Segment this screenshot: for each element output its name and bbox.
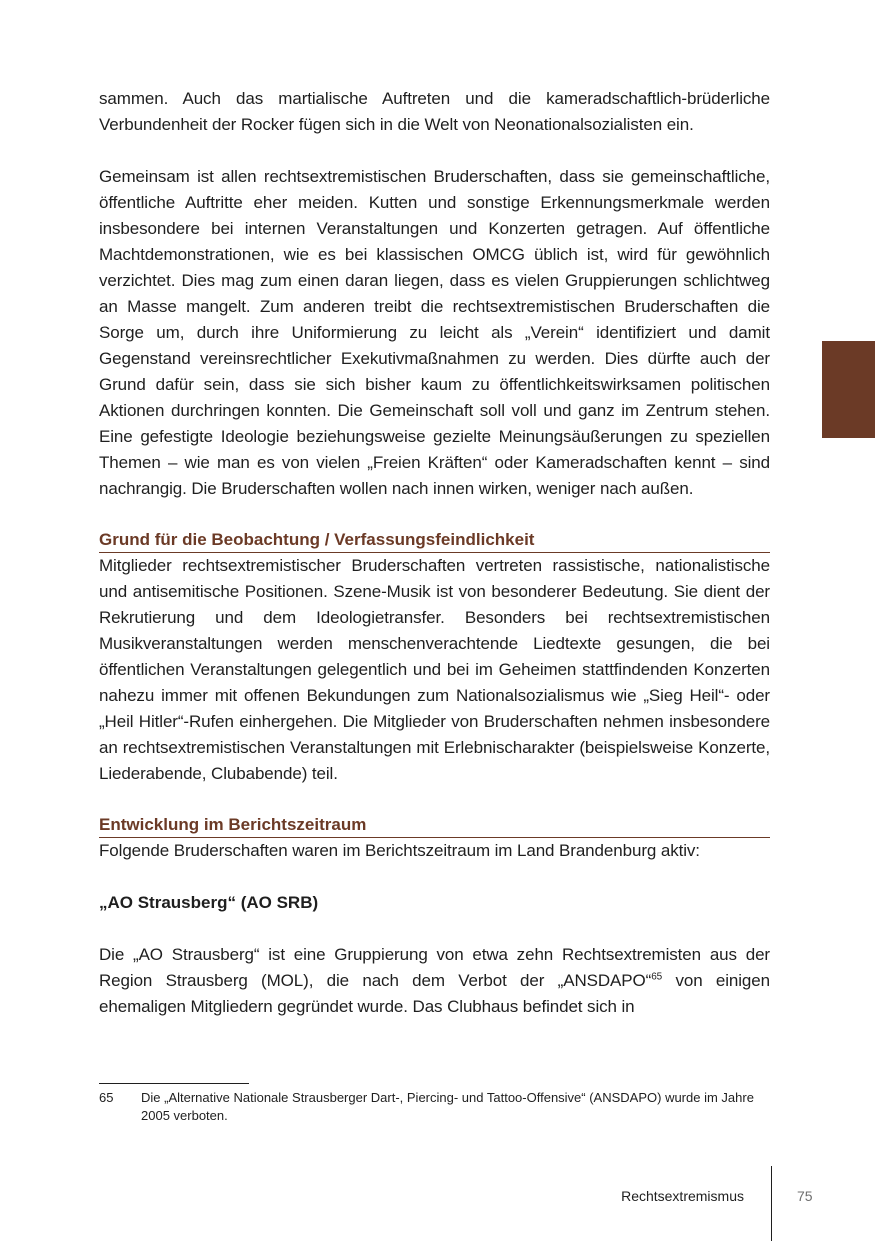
paragraph-5-end: von einigen ehemaligen Mitgliedern gegründet wurde. Das Clubhaus befindet sich in <box>99 971 770 1016</box>
paragraph-1: sammen. Auch das martialische Auftreten und die kameradschaftlich-brüderliche Verbundenheit der Rocker fügen sich in die Welt von Neonationalsozialisten ein. <box>99 89 770 134</box>
paragraph-5-start: Die „AO Strausberg“ ist eine Gruppierung von etwa zehn Rechtsextremisten aus der Region Strausberg (MOL), die nach dem Verbot der „ANSDAPO“ <box>99 945 770 990</box>
paragraph-5 <box>99 942 770 1020</box>
footnote <box>99 1089 770 1125</box>
subheading-ao-strausberg: „AO Strausberg“ (AO SRB) <box>99 893 319 912</box>
footnote-divider <box>99 1083 249 1084</box>
page-number: 75 <box>797 1188 813 1204</box>
page-body <box>99 86 770 1046</box>
footnote-reference[interactable]: 65 <box>651 971 663 983</box>
paragraph-3: Mitglieder rechtsextremistischer Bruderschaften vertreten rassistische, nationalistische und antisemitische Positionen. Szene-Musik ist von besonderer Bedeutung. Sie dient der Rekrutierung und dem Ideologietransfer. Besonders bei rechtsextremistischen Musikveranstaltungen werden menschenverachtende Liedtexte gesungen, die bei öffentlichen Veranstaltungen gelegentlich und bei im Geheimen stattfindenden Konzerten nahezu immer mit offenen Bekundungen zum Nationalsozialismus wie „Sieg Heil“- oder „Heil Hitler“-Rufen einhergehen. Die Mitglieder von Bruderschaften nehmen insbesondere an rechtsextremistischen Veranstaltungen mit Erlebnischarakter (beispielsweise Konzerte, Liederabende, Clubabende) teil. <box>99 556 770 783</box>
footer-divider <box>771 1166 772 1241</box>
section-heading-observation-reason: Grund für die Beobachtung / Verfassungsfeindlichkeit <box>99 528 770 553</box>
section-heading-development: Entwicklung im Berichtszeitraum <box>99 813 770 838</box>
footnote-text: Die „Alternative Nationale Strausberger Dart-, Piercing- und Tattoo-Offensive“ (ANSDAPO) wurde im Jahre 2005 verboten. <box>141 1090 754 1123</box>
paragraph-4: Folgende Bruderschaften waren im Berichtszeitraum im Land Brandenburg aktiv: <box>99 841 700 860</box>
footer-section-title: Rechtsextremismus <box>621 1188 744 1204</box>
chapter-tab-marker <box>822 341 875 438</box>
paragraph-2: Gemeinsam ist allen rechtsextremistischen Bruderschaften, dass sie gemeinschaftliche, öffentliche Auftritte eher meiden. Kutten und sonstige Erkennungsmerkmale werden insbesondere bei internen Veranstaltungen und Konzerten getragen. Auf öffentliche Machtdemonstrationen, wie es bei klassischen OMCG üblich ist, wird für gewöhnlich verzichtet. Dies mag zum einen daran liegen, dass es vielen Gruppierungen schlichtweg an Masse mangelt. Zum anderen treibt die rechtsextremistischen Bruderschaften die Sorge um, durch ihre Uniformierung zu leicht als „Verein“ identifiziert und damit Gegenstand vereinsrechtlicher Exekutivmaßnahmen zu werden. Dies dürfte auch der Grund dafür sein, dass sie sich bisher kaum zu öffentlichkeitswirksamen politischen Aktionen durchringen konnten. Die Gemeinschaft soll voll und ganz im Zentrum stehen. Eine gefestigte Ideologie beziehungsweise gezielte Meinungsäußerungen zu speziellen Themen – wie man es von vielen „Freien Kräften“ oder Kameradschaften kennt – sind nachrangig. Die Bruderschaften wollen nach innen wirken, weniger nach außen. <box>99 167 770 498</box>
footnote-number: 65 <box>99 1090 114 1105</box>
